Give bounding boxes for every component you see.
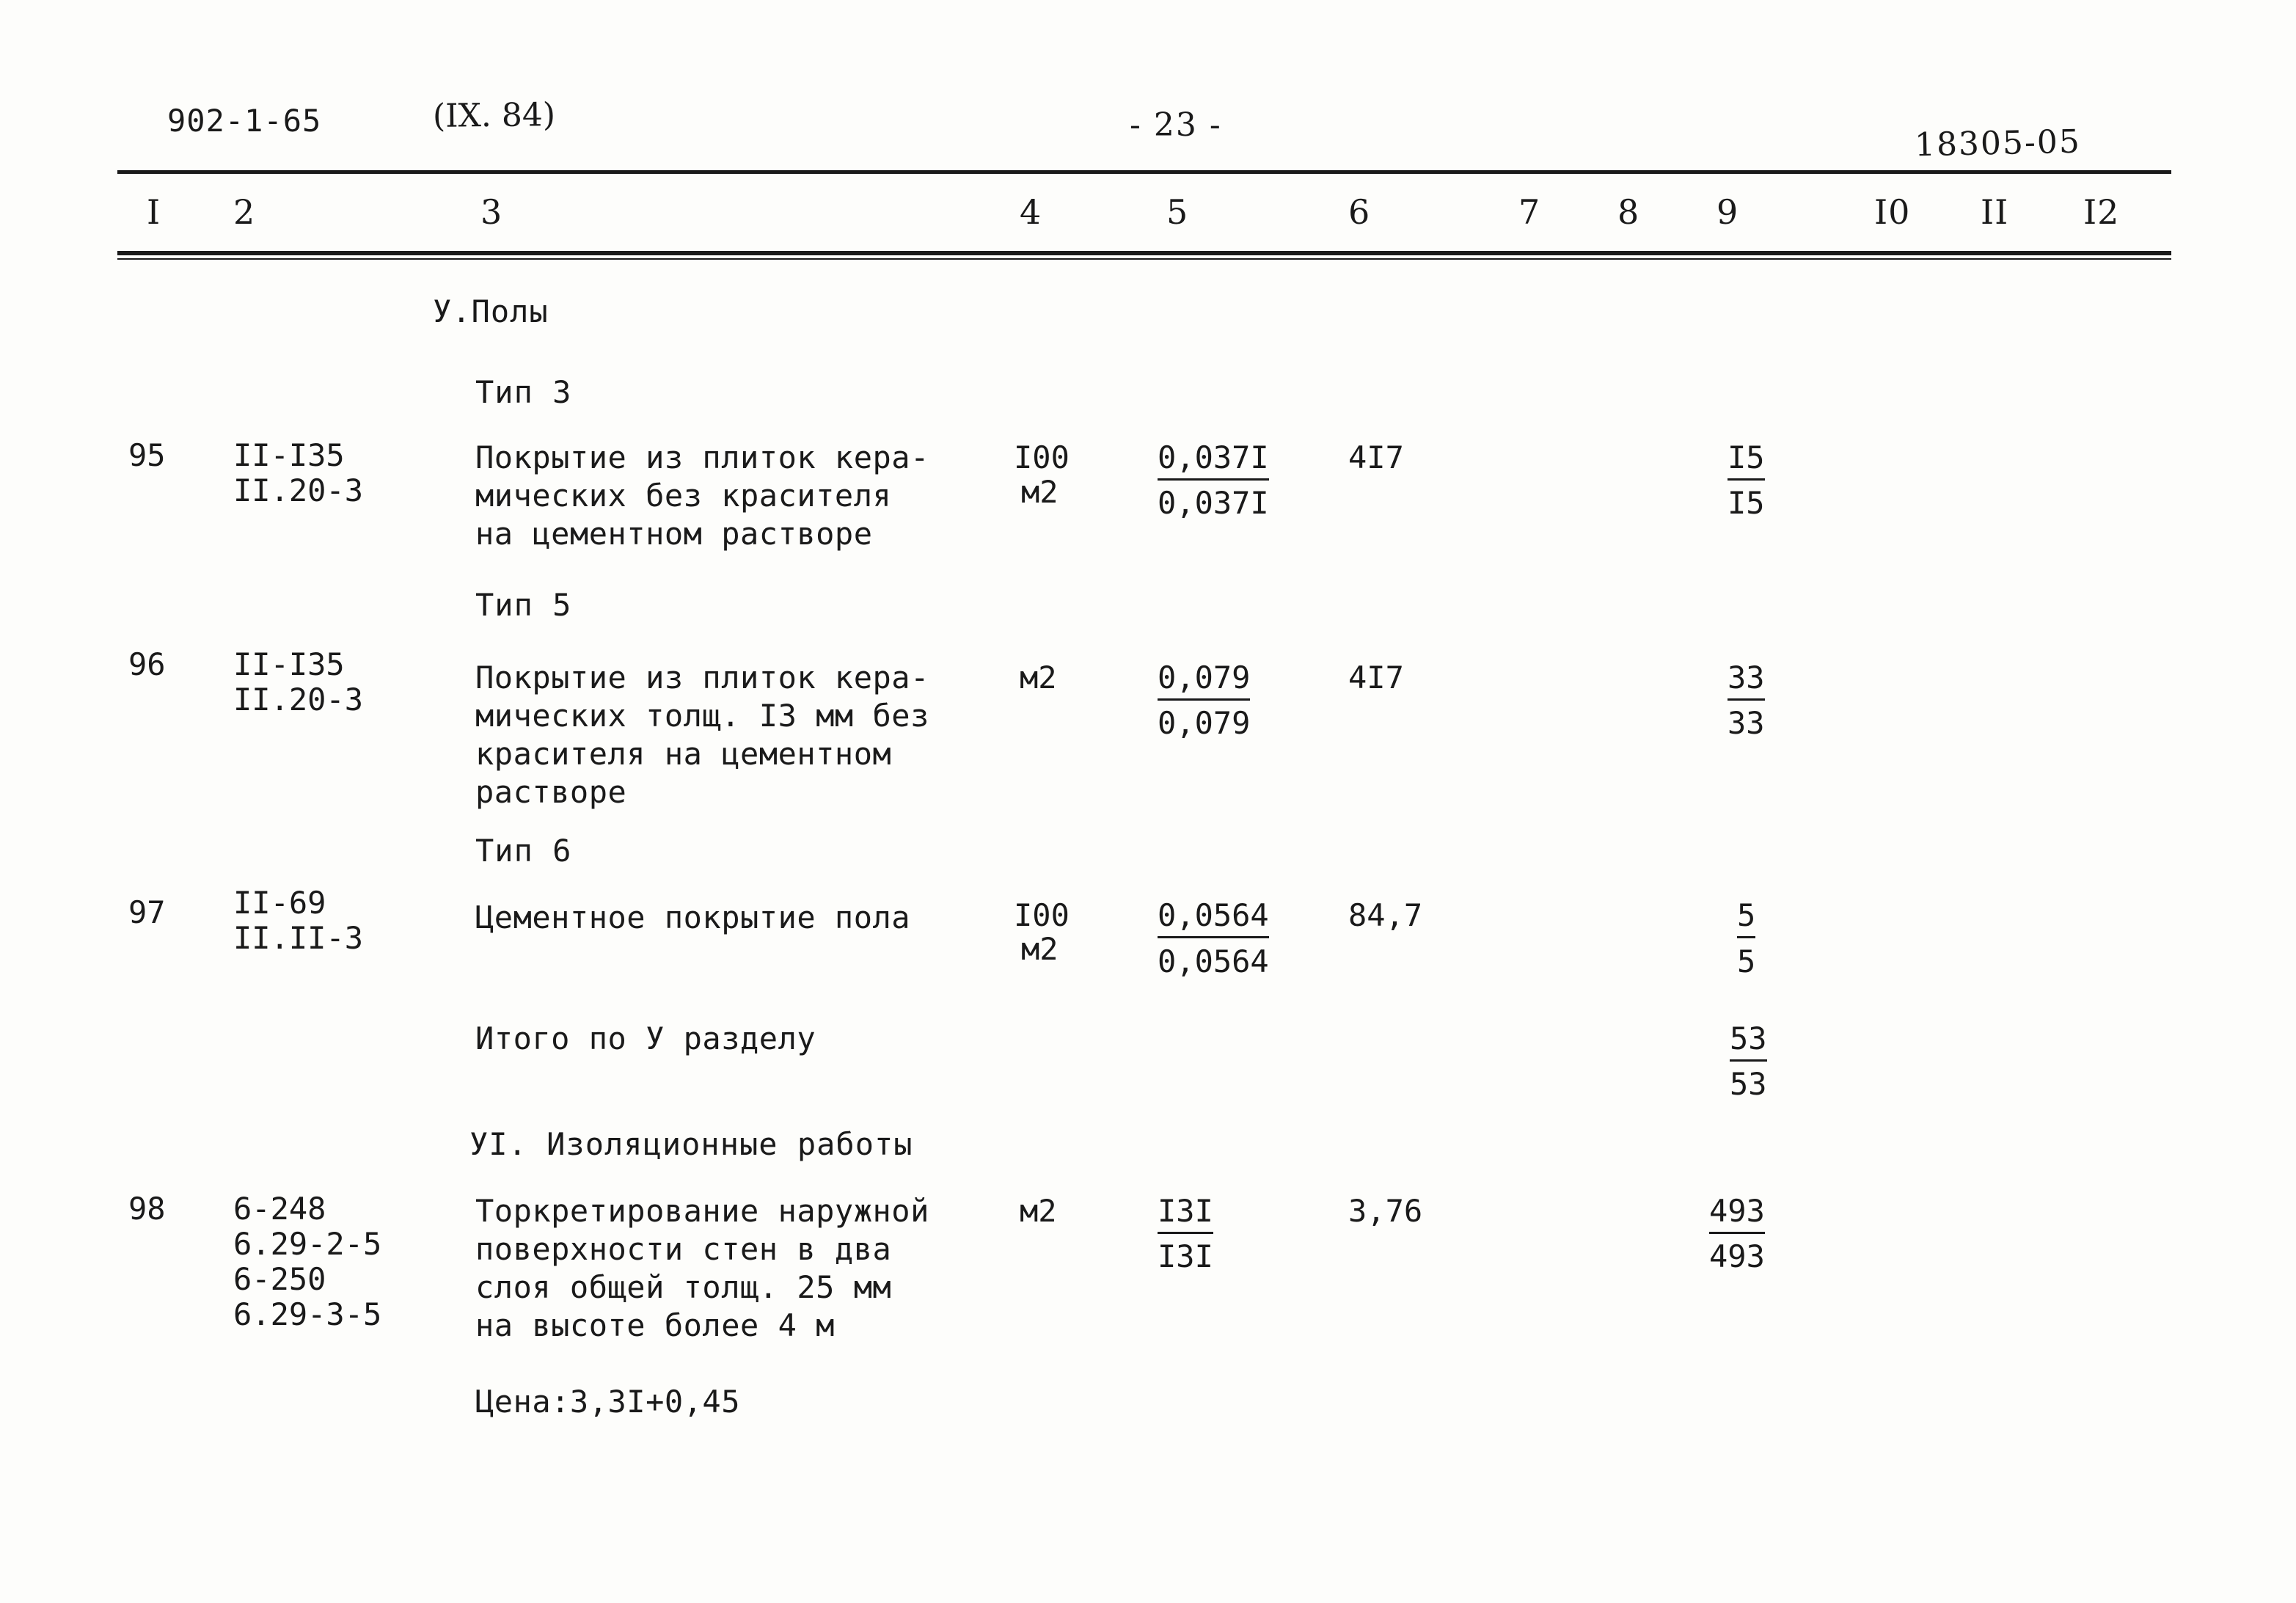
table-row: 96 <box>128 646 166 682</box>
row-quantity-top: 0,0564 <box>1158 897 1269 938</box>
row-code-2: 6.29-2-5 <box>233 1226 382 1262</box>
row-sum-bottom: 33 <box>1728 705 1765 741</box>
row-description-line-3: на цементном растворе <box>475 516 873 552</box>
row-description-line-2: мических толщ. I3 мм без <box>475 698 929 734</box>
subheading-type-5: Тип 5 <box>475 587 572 623</box>
row-quantity-top: I3I <box>1158 1192 1213 1234</box>
row-description-line-1: Торкретирование наружной <box>475 1193 929 1229</box>
section-total-bottom: 53 <box>1730 1066 1767 1102</box>
column-number-10: I0 <box>1874 192 1911 232</box>
table-header-rule <box>117 251 2171 255</box>
row-quantity-bottom: 0,0564 <box>1158 943 1269 979</box>
row-quantity-bottom: 0,079 <box>1158 705 1251 741</box>
table-row: 97 <box>128 894 166 930</box>
price-note: Цена:3,3I+0,45 <box>475 1384 741 1420</box>
row-sum-top: 493 <box>1709 1192 1765 1234</box>
subheading-type-6: Тип 6 <box>475 833 572 869</box>
row-description-line-3: красителя на цементном <box>475 736 892 772</box>
document-revision: (IX. 84) <box>432 96 556 135</box>
row-code-2: II.20-3 <box>233 472 364 508</box>
column-number-4: 4 <box>1020 192 1042 232</box>
table-top-rule <box>117 170 2171 174</box>
row-description-line-1: Цементное покрытие пола <box>475 899 911 935</box>
table-row: 98 <box>128 1191 166 1227</box>
column-number-2: 2 <box>233 192 256 232</box>
row-code-2: II.II-3 <box>233 920 364 956</box>
column-number-9: 9 <box>1716 192 1739 232</box>
column-number-8: 8 <box>1617 192 1640 232</box>
row-description-line-1: Покрытие из плиток кера- <box>475 439 929 475</box>
row-price: 4I7 <box>1348 660 1404 695</box>
table-header-rule-thin <box>117 258 2171 260</box>
row-code-1: II-I35 <box>233 437 345 473</box>
row-code-1: II-69 <box>233 885 326 921</box>
row-unit-line-2: м2 <box>1021 474 1059 510</box>
row-sum-top: 5 <box>1737 897 1755 938</box>
row-unit-line-1: I00 <box>1014 897 1070 933</box>
column-number-12: I2 <box>2083 192 2120 232</box>
row-quantity-bottom: I3I <box>1158 1238 1213 1274</box>
row-code-3: 6-250 <box>233 1261 326 1297</box>
row-price: 4I7 <box>1348 439 1404 475</box>
row-description-line-4: растворе <box>475 774 627 810</box>
section-heading-insulation: УI. Изоляционные работы <box>469 1126 913 1162</box>
row-sum-top: 33 <box>1728 659 1765 701</box>
row-quantity-top: 0,079 <box>1158 659 1250 701</box>
row-unit-line-1: м2 <box>1020 1193 1057 1229</box>
row-description-line-3: слоя общей толщ. 25 мм <box>475 1269 892 1305</box>
row-code-4: 6.29-3-5 <box>233 1296 382 1332</box>
section-total-label: Итого по У разделу <box>475 1020 816 1056</box>
row-quantity-bottom: 0,037I <box>1158 485 1269 521</box>
row-sum-top: I5 <box>1728 439 1765 481</box>
document-code: 902-1-65 <box>167 103 322 139</box>
row-code-1: II-I35 <box>233 646 345 682</box>
column-number-3: 3 <box>480 192 503 232</box>
column-number-7: 7 <box>1518 192 1541 232</box>
stamp-code: 18305-05 <box>1914 123 2082 164</box>
column-number-5: 5 <box>1166 192 1189 232</box>
row-sum-bottom: 493 <box>1709 1238 1765 1274</box>
column-number-6: 6 <box>1348 192 1371 232</box>
subheading-type-3: Тип 3 <box>475 374 572 410</box>
column-number-11: II <box>1981 192 2009 232</box>
row-unit-line-2: м2 <box>1021 931 1059 967</box>
row-quantity-top: 0,037I <box>1158 439 1269 481</box>
row-description-line-2: мических без красителя <box>475 478 892 514</box>
row-code-1: 6-248 <box>233 1191 326 1227</box>
row-description-line-1: Покрытие из плиток кера- <box>475 660 929 695</box>
page-number: - 23 - <box>1130 106 1222 144</box>
row-price: 3,76 <box>1348 1193 1423 1229</box>
row-unit-line-1: м2 <box>1020 660 1057 695</box>
row-sum-bottom: 5 <box>1737 943 1756 979</box>
row-description-line-2: поверхности стен в два <box>475 1231 892 1267</box>
row-unit-line-1: I00 <box>1014 439 1070 475</box>
column-number-1: I <box>147 192 161 232</box>
row-sum-bottom: I5 <box>1728 485 1765 521</box>
row-code-2: II.20-3 <box>233 682 364 717</box>
row-description-line-4: на высоте более 4 м <box>475 1307 835 1343</box>
section-heading-floors: У.Полы <box>433 293 549 329</box>
table-row: 95 <box>128 437 166 473</box>
section-total-top: 53 <box>1730 1020 1767 1062</box>
row-price: 84,7 <box>1348 897 1423 933</box>
